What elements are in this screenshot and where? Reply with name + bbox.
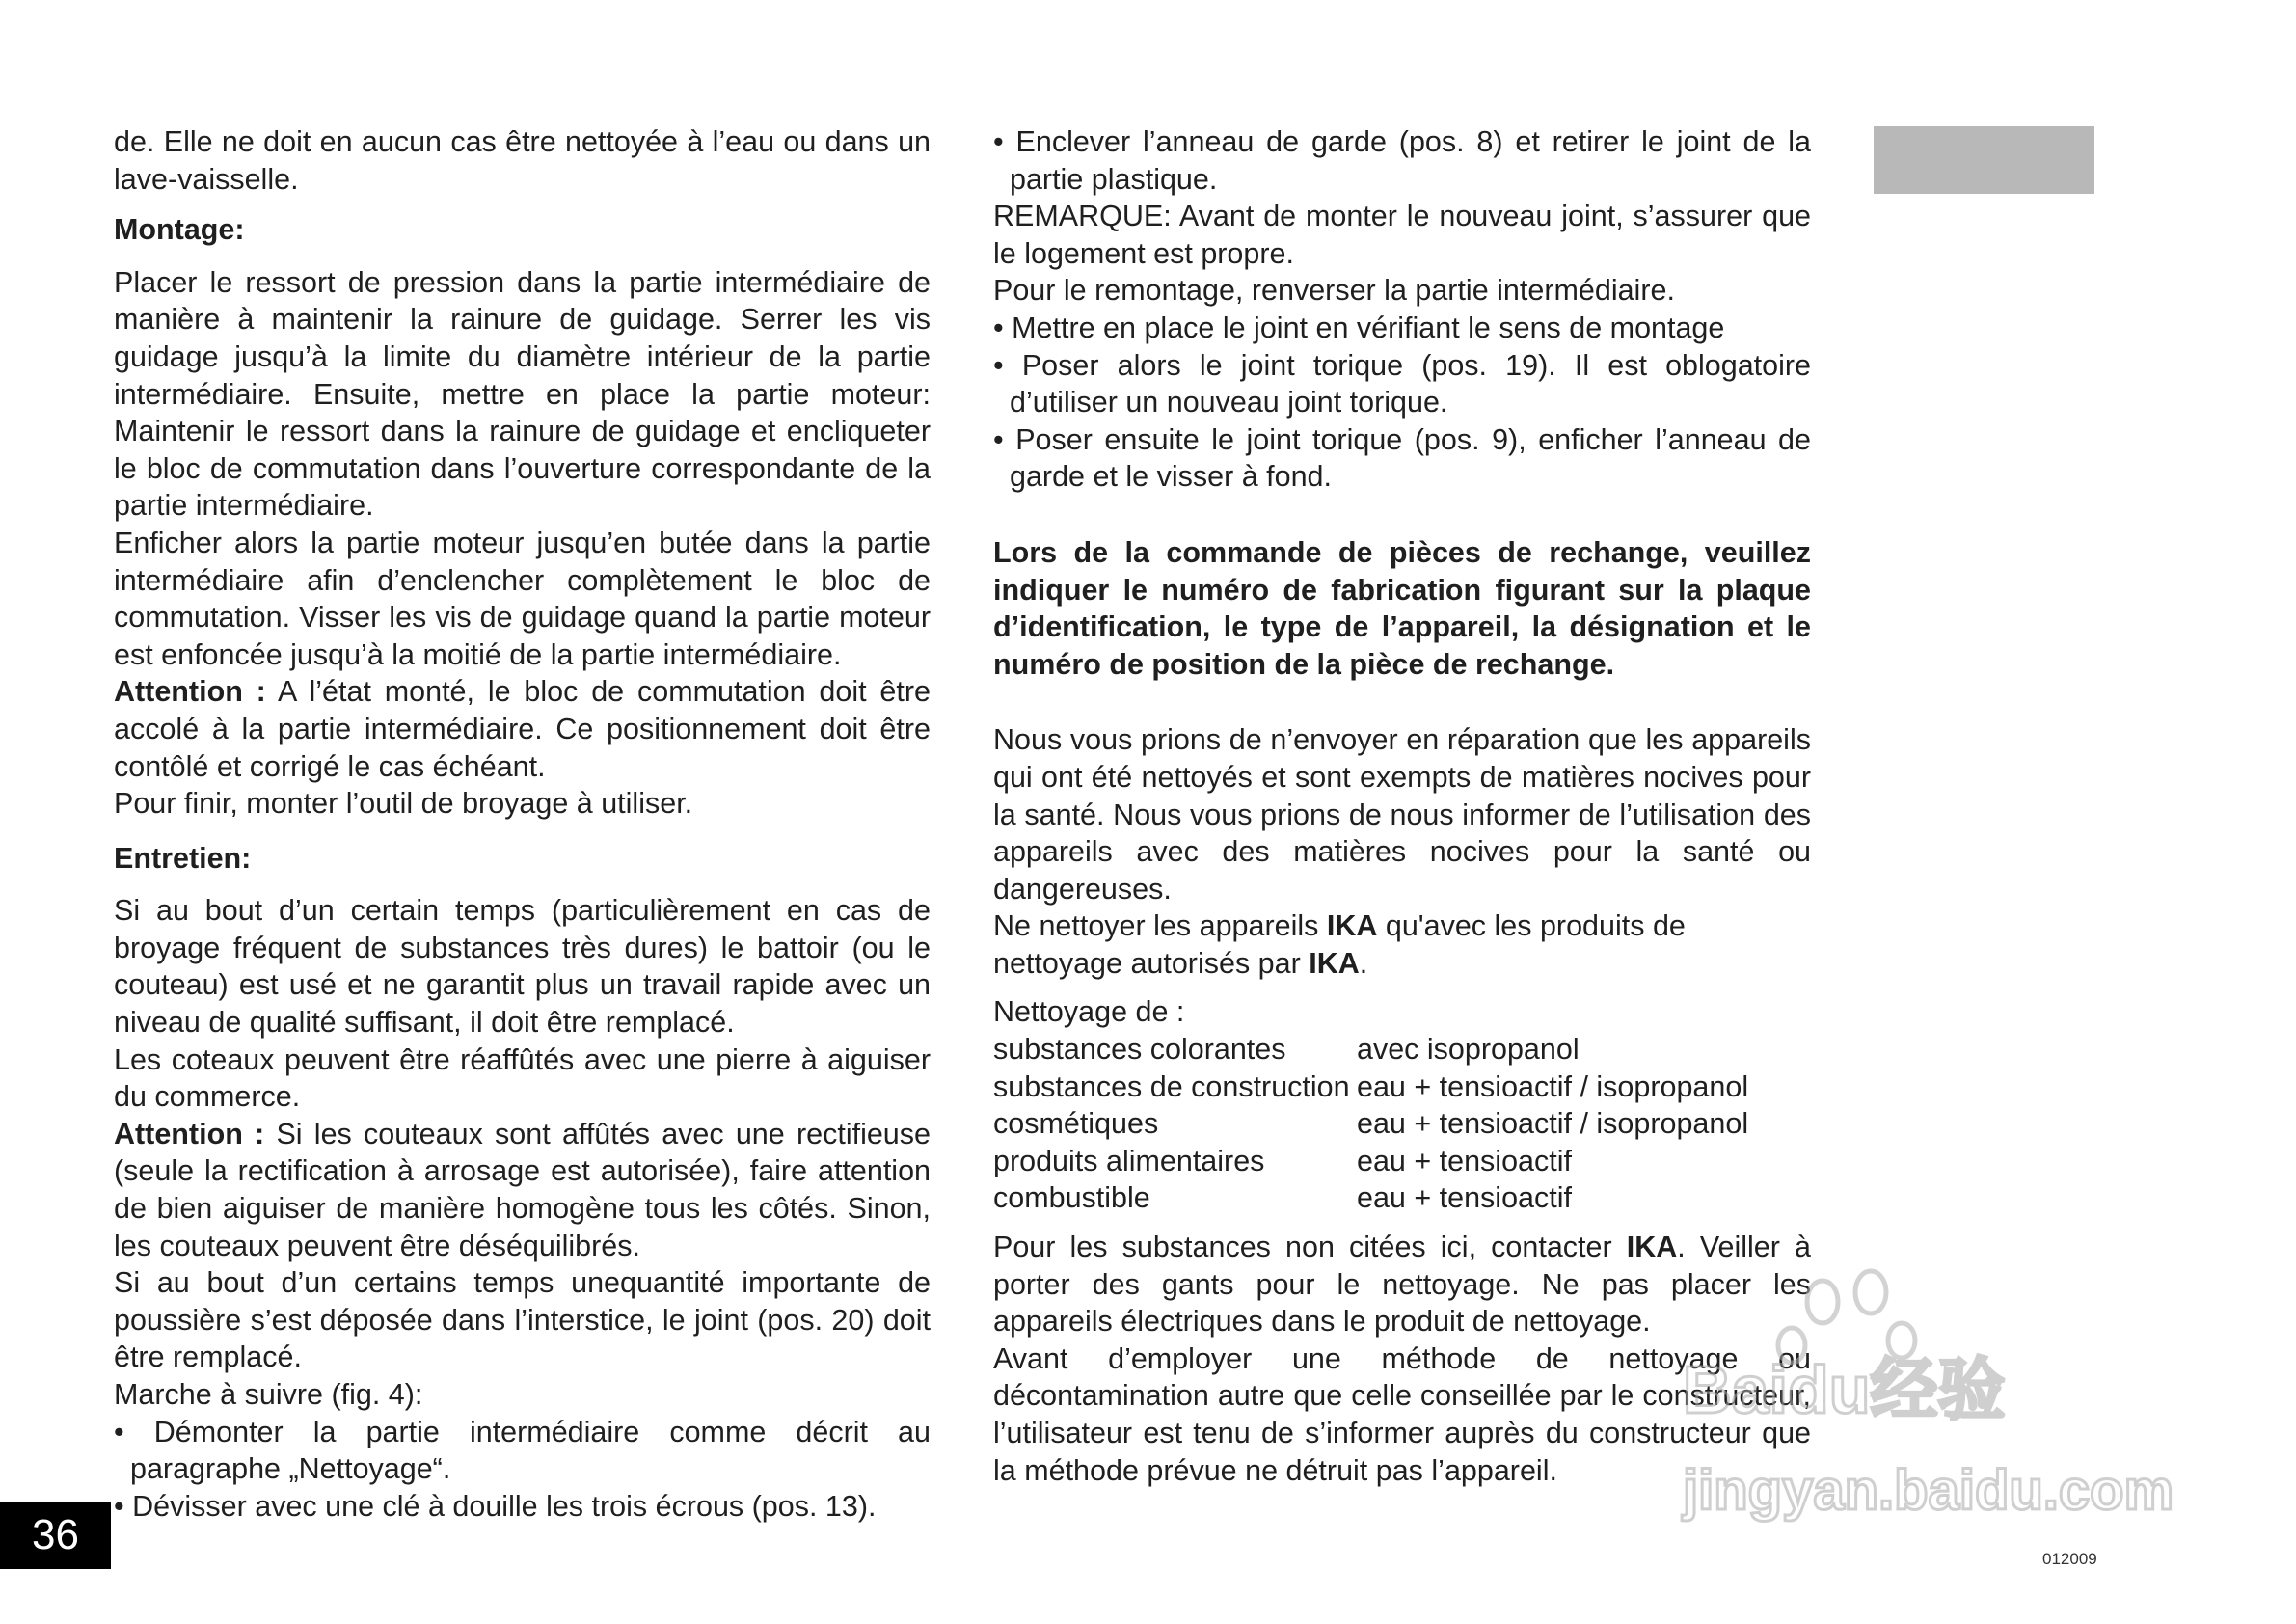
substance-cell: produits alimentaires <box>993 1144 1265 1177</box>
entretien-attention-text: Si les couteaux sont affûtés avec une rectifieuse (seule la rectification à arrosage est autorisée), faire attention de bien aiguiser de manière homogène tous les côtés. Sinon, les couteaux peuvent être déséquilibrés. <box>114 1117 931 1262</box>
substance-cell: substances colorantes <box>993 1033 1286 1067</box>
montage-paragraph-2: Enficher alors la partie moteur jusqu’en butée dans la partie intermédiaire afin d’enclencher complètement le bloc de commutation. Visser les vis de guidage quand la partie moteur est enfoncée jusqu’à la moitié de la partie intermédiaire. <box>114 526 931 671</box>
brand-name: IKA <box>1326 909 1378 943</box>
bullet-demonter: • Démonter la partie intermédiaire comme décrit au paragraphe „Nettoyage“. <box>114 1415 931 1486</box>
montage-paragraph-1: Placer le ressort de pression dans la partie intermédiaire de manière à maintenir la rainure de guidage. Serrer les vis guidage jusqu’à la limite du diamètre intérieur de la partie intermédiaire. Ensuite, mettre en place la partie moteur: Maintenir le ressort dans la rainure de guidage et encliqueter le bloc de commutation dans l’ouverture correspondante de la partie intermédiaire. <box>114 265 931 523</box>
watermark-line-1: Baidu经验 <box>1683 1352 2006 1427</box>
contact-text-b: . Veiller à porter des gants pour le nettoyage. Ne pas placer les appareils électriques dans le produit de nettoyage. <box>993 1231 1811 1339</box>
bullet-joint-torique-19: • Poser alors le joint torique (pos. 19). Il est oblogatoire d’utiliser un nouveau joint torique. <box>993 348 1811 420</box>
entretien-paragraph-3 <box>114 1116 931 1264</box>
cleaning-agents-paragraph <box>993 907 1811 982</box>
cleaning-text-b: qu'avec les produits de nettoyage autorisés par <box>993 909 1686 980</box>
cleaning-text-a: Ne nettoyer les appareils <box>993 909 1327 943</box>
contact-text-a: Pour les substances non citées ici, contacter <box>993 1231 1627 1264</box>
montage-attention-text: A l’état monté, le bloc de commutation doit être accolé à la partie intermédiaire. Ce positionnement doit être contôlé et corrigé le cas échéant. <box>114 675 931 783</box>
brand-name: IKA <box>1626 1231 1678 1264</box>
repair-paragraph: Nous vous prions de n’envoyer en réparation que les appareils qui ont été nettoyés et sont exempts de matières nocives pour la santé. Nous vous prions de nous informer de l’utilisation des appareils avec des matières nocives pour la santé ou dangereuses. <box>993 723 1811 906</box>
brand-name: IKA <box>1309 946 1360 980</box>
entretien-paragraph-4: Si au bout d’un certains temps unequantité importante de poussière s’est déposée dans l’interstice, le joint (pos. 20) doit être remplacé. <box>114 1266 931 1374</box>
cleaning-text-c: . <box>1359 946 1368 980</box>
cleaning-table-title: Nettoyage de : <box>993 995 1185 1029</box>
table-row <box>993 1105 1748 1143</box>
bullet-devisser: • Dévisser avec une clé à douille les trois écrous (pos. 13). <box>114 1489 877 1523</box>
remontage-paragraph: Pour le remontage, renverser la partie intermédiaire. <box>993 274 1675 308</box>
heading-montage: Montage: <box>114 213 245 247</box>
table-row <box>993 1179 1748 1217</box>
attention-label-2: Attention : <box>114 1117 265 1150</box>
substance-cell: cosmétiques <box>993 1107 1159 1141</box>
bullet-enclever: • Enclever l’anneau de garde (pos. 8) et retirer le joint de la partie plastique. <box>993 125 1811 196</box>
montage-paragraph-3 <box>114 673 931 785</box>
agent-cell: eau + tensioactif / isopropanol <box>1357 1107 1749 1141</box>
entretien-paragraph-1: Si au bout d’un certain temps (particulièrement en cas de broyage fréquent de substances très dures) le battoir (ou le couteau) est usé et ne garantit plus un travail rapide avec un niveau de qualité suffisant, il doit être remplacé. <box>114 894 931 1040</box>
spare-parts-order-notice: Lors de la commande de pièces de rechange, veuillez indiquer le numéro de fabrication figurant sur la plaque d’identification, le type de l’appareil, la désignation et le numéro de position de la pièce de rechange. <box>993 535 1811 681</box>
intro-paragraph: de. Elle ne doit en aucun cas être nettoyée à l’eau ou dans un lave-vaisselle. <box>114 125 931 196</box>
bullet-mettre-en-place: • Mettre en place le joint en vérifiant le sens de montage <box>993 311 1725 344</box>
agent-cell: eau + tensioactif / isopropanol <box>1357 1069 1749 1103</box>
agent-cell: avec isopropanol <box>1357 1033 1580 1067</box>
decontamination-paragraph: Avant d’employer une méthode de nettoyage ou décontamination autre que celle conseillée par le constructeur, l’utilisateur est tenu de s’informer auprès du constructeur que la méthode prévue ne détruit pas l’appareil. <box>993 1341 1811 1487</box>
montage-paragraph-4: Pour finir, monter l’outil de broyage à utiliser. <box>114 787 693 821</box>
agent-cell: eau + tensioactif <box>1357 1181 1572 1215</box>
cleaning-table <box>993 1031 1748 1217</box>
heading-entretien: Entretien: <box>114 841 252 875</box>
table-row <box>993 1069 1748 1106</box>
remarque-paragraph: REMARQUE: Avant de monter le nouveau joint, s’assurer que le logement est propre. <box>993 200 1811 270</box>
marche-a-suivre: Marche à suivre (fig. 4): <box>114 1378 423 1411</box>
bullet-joint-torique-9: • Poser ensuite le joint torique (pos. 9), enficher l’anneau de garde et le visser à fond. <box>993 422 1811 494</box>
section-tab-marker <box>1874 126 2094 194</box>
left-column <box>114 123 931 1525</box>
page-number: 36 <box>0 1502 111 1569</box>
table-row <box>993 1031 1748 1069</box>
entretien-paragraph-2: Les coteaux peuvent être réaffûtés avec une pierre à aiguiser du commerce. <box>114 1042 931 1114</box>
agent-cell: eau + tensioactif <box>1357 1144 1572 1177</box>
baidu-watermark-logo <box>1678 1263 2179 1524</box>
substance-cell: combustible <box>993 1181 1150 1215</box>
attention-label: Attention : <box>114 675 266 709</box>
substance-cell: substances de construction <box>993 1069 1350 1103</box>
watermark-line-2: jingyan.baidu.com <box>1683 1459 2174 1522</box>
table-row <box>993 1143 1748 1180</box>
document-code: 012009 <box>2042 1550 2097 1568</box>
